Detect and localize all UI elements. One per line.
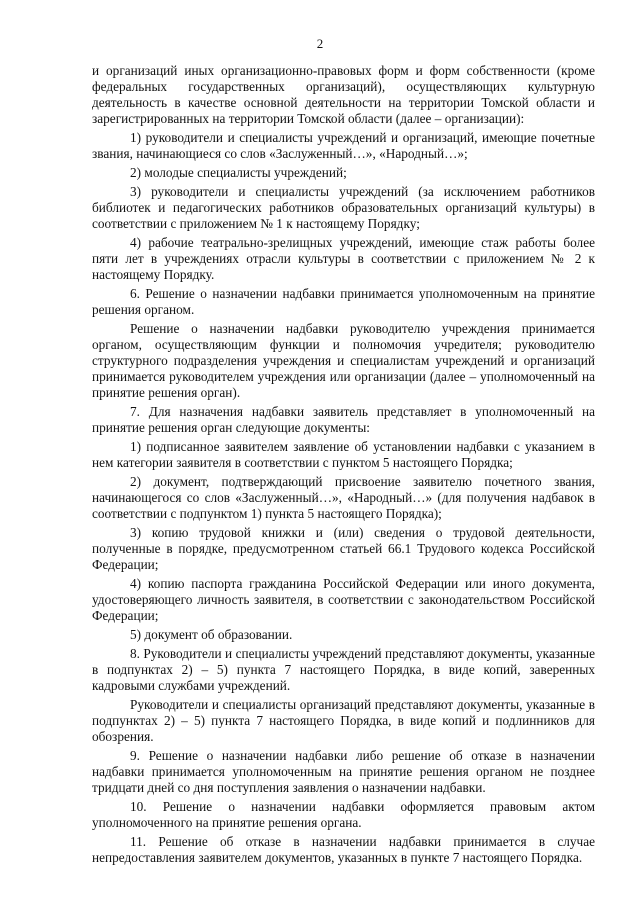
paragraph-clause-11: 11. Решение об отказе в назначении надбавки принимается в случае непредоставления заявителем документов, указанных в пункте 7 настоящего Порядка. xyxy=(92,834,595,865)
paragraph-item-4: 4) рабочие театрально-зрелищных учреждений, имеющие стаж работы более пяти лет в учреждениях отрасли культуры в соответствии с приложением № 2 к настоящему Порядку. xyxy=(92,235,595,282)
paragraph-doc-2: 2) документ, подтверждающий присвоение заявителю почетного звания, начинающегося со слов «Заслуженный…», «Народный…» (для получения надбавок в соответствии с подпунктом 1) пункта 5 настоящего Порядка); xyxy=(92,474,595,521)
paragraph-clause-8: 8. Руководители и специалисты учреждений представляют документы, указанные в подпунктах 2) – 5) пункта 7 настоящего Порядка, в виде копий, заверенных кадровыми службами учреждений. xyxy=(92,646,595,693)
paragraph-item-3: 3) руководители и специалисты учреждений (за исключением работников библиотек и педагогических работников образовательных организаций культуры) в соответствии с приложением № 1 к настоящему Порядку; xyxy=(92,184,595,231)
paragraph-clause-7: 7. Для назначения надбавки заявитель представляет в уполномоченный на принятие решения орган следующие документы: xyxy=(92,404,595,435)
paragraph-clause-8-detail: Руководители и специалисты организаций представляют документы, указанные в подпунктах 2) – 5) пункта 7 настоящего Порядка, в виде копий и подлинников для обозрения. xyxy=(92,697,595,744)
paragraph-intro: и организаций иных организационно-правовых форм и форм собственности (кроме федеральных государственных организаций), осуществляющих культурную деятельность в качестве основной деятельности на территории Томской области и зарегистрированных на территории Томской области (далее – организации): xyxy=(92,63,595,126)
paragraph-doc-3: 3) копию трудовой книжки и (или) сведения о трудовой деятельности, полученные в порядке, предусмотренном статьей 66.1 Трудового кодекса Российской Федерации; xyxy=(92,525,595,572)
paragraph-doc-5: 5) документ об образовании. xyxy=(130,627,293,642)
paragraph-doc-4: 4) копию паспорта гражданина Российской Федерации или иного документа, удостоверяющего личность заявителя, в соответствии с законодательством Российской Федерации; xyxy=(92,576,595,623)
paragraph-clause-6-detail: Решение о назначении надбавки руководителю учреждения принимается органом, осуществляющим функции и полномочия учредителя; руководителю структурного подразделения учреждения и специалистам учреждений и организаций принимается руководителем учреждения или организации (далее – уполномоченный на принятие решения орган). xyxy=(92,321,595,400)
paragraph-clause-10: 10. Решение о назначении надбавки оформляется правовым актом уполномоченного на принятие решения органа. xyxy=(92,799,595,830)
paragraph-item-1: 1) руководители и специалисты учреждений и организаций, имеющие почетные звания, начинающиеся со слов «Заслуженный…», «Народный…»; xyxy=(92,130,595,161)
paragraph-doc-1: 1) подписанное заявителем заявление об установлении надбавки с указанием в нем категории заявителя в соответствии с пунктом 5 настоящего Порядка; xyxy=(92,439,595,470)
page-number: 2 xyxy=(316,36,324,51)
paragraph-item-2: 2) молодые специалисты учреждений; xyxy=(130,165,347,180)
document-body xyxy=(92,63,595,869)
paragraph-clause-6: 6. Решение о назначении надбавки принимается уполномоченным на принятие решения органом. xyxy=(92,286,595,317)
paragraph-clause-9: 9. Решение о назначении надбавки либо решение об отказе в назначении надбавки принимается уполномоченным на принятие решения органом не позднее тридцати дней со дня поступления заявления о назначении надбавки. xyxy=(92,748,595,795)
